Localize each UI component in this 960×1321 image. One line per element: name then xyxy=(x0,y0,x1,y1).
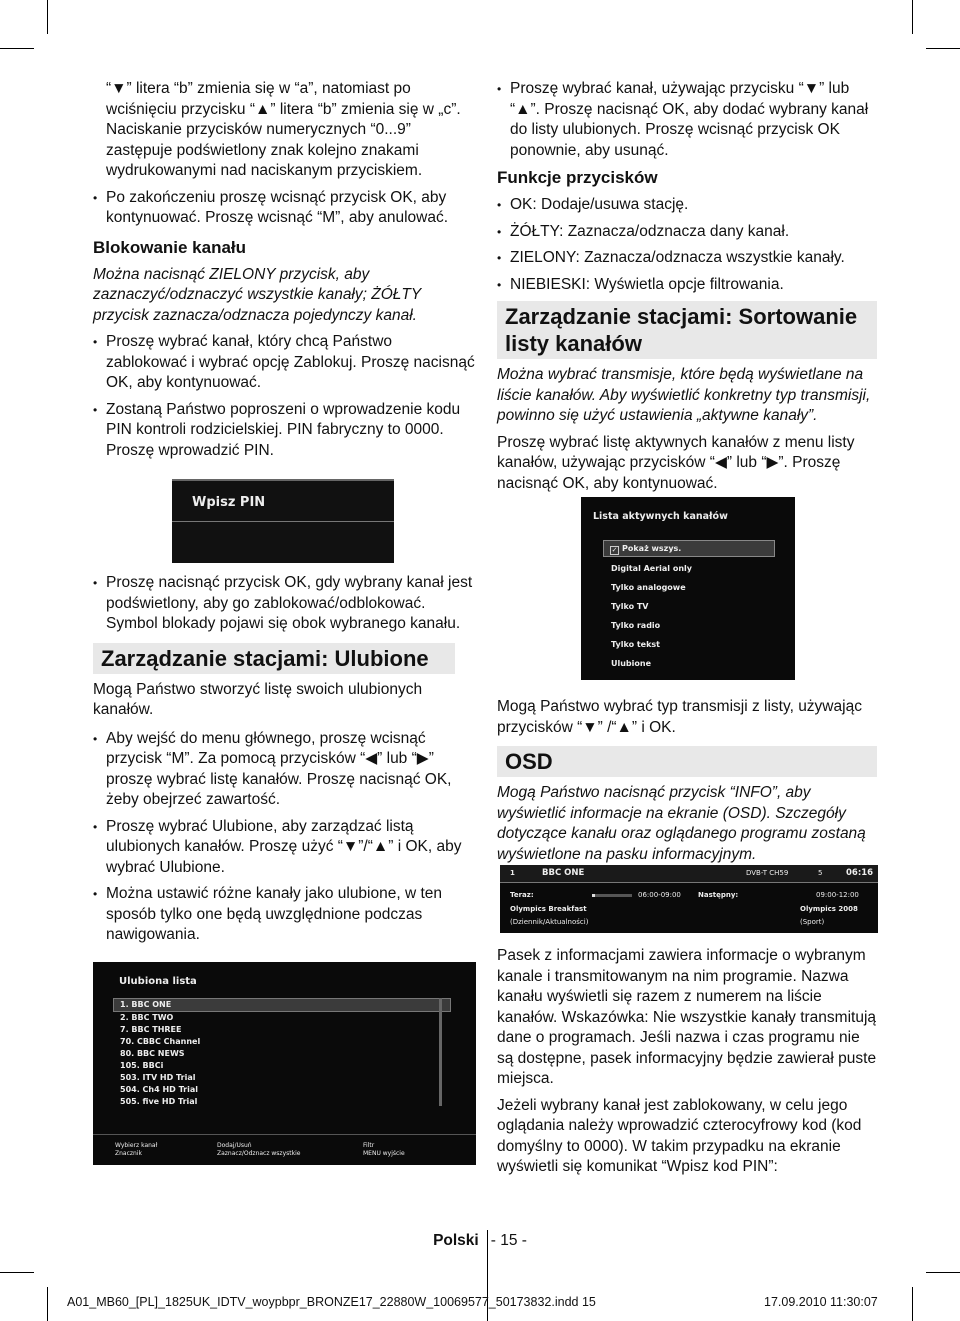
page-number-line xyxy=(0,1232,960,1250)
paragraph: Mogą Państwo nacisnąć przycisk “INFO”, aby wyświetlić informacje na ekranie (OSD). Szczegóły dotyczące kanału oraz oglądanego programu zostaną wyświetlone na pasku informacyjnym. xyxy=(497,784,866,863)
channel-number: 1 xyxy=(510,869,515,877)
section-heading: Zarządzanie stacjami: Ulubione xyxy=(93,643,455,674)
footer-filter xyxy=(363,1142,405,1158)
bullet-item: • Po zakończeniu proszę wcisnąć przycisk OK, aby kontynuować. Proszę wcisnąć “M”, aby anulować. xyxy=(93,188,476,229)
section-heading: Blokowanie kanału xyxy=(93,237,247,257)
paragraph: Mogą Państwo stworzyć listę swoich ulubionych kanałów. xyxy=(93,680,423,718)
footer-label: Zaznacz/Odznacz wszystkie xyxy=(217,1150,301,1157)
channel-row: 505. five HD Trial xyxy=(120,1097,198,1106)
now-category: (Dziennik/Aktualności) xyxy=(510,918,589,926)
paragraph: Pasek z informacjami zawiera informacje o wybranym kanale i transmitowanym na nim programie. Nazwa kanału wyświetli się razem z numerem na liście kanałów. Wskazówka: Nie wszystkie kanały transmitują dane o programach. Jeśli nazwa i czas programu nie są dostępne, pasek informacyjny będzie zawierał puste miejsca. xyxy=(497,947,877,1087)
channel-list xyxy=(113,998,451,1108)
footer-select xyxy=(115,1142,157,1158)
active-channels-screenshot xyxy=(581,497,795,680)
option-label: Pokaż wszys. xyxy=(622,544,682,553)
bullet-item: • OK: Dodaje/usuwa stację. xyxy=(497,195,879,216)
now-title: Olympics Breakfast xyxy=(510,905,587,913)
print-date: 17.09.2010 11:30:07 xyxy=(764,1295,878,1309)
screen-title: Ulubiona lista xyxy=(119,976,197,987)
footer-label: Wybierz kanał xyxy=(115,1142,158,1149)
next-title: Olympics 2008 xyxy=(800,905,858,913)
option-item: Digital Aerial only xyxy=(611,564,692,573)
option-item: Ulubione xyxy=(611,659,652,668)
crop-mark xyxy=(47,0,48,34)
file-name: A01_MB60_[PL]_1825UK_IDTV_woypbpr_BRONZE17_22880W_10069577_50173832.indd 15 xyxy=(67,1295,596,1309)
option-item xyxy=(603,540,775,557)
bullet-item: • Zostaną Państwo poproszeni o wprowadzenie kodu PIN kontroli rodzicielskiej. PIN fabryczny to 0000. Proszę wprowadzić PIN. xyxy=(93,400,476,462)
progress-fill xyxy=(592,894,595,897)
crop-mark xyxy=(912,0,913,34)
bullet-item: • Można ustawić różne kanały jako ulubione, w ten sposób tylko one będą uwzględnione podczas nawigowania. xyxy=(93,884,476,946)
screen-footer xyxy=(93,1134,476,1165)
next-label: Następny: xyxy=(698,891,739,899)
screen-title: Lista aktywnych kanałów xyxy=(593,511,728,522)
footer-label: Filtr xyxy=(363,1142,375,1149)
bullet-item: • Aby wejść do menu głównego, proszę wcisnąć przycisk “M”. Za pomocą przycisków “◀” lub “▶” proszę wybrać listę kanałów. Proszę nacisnąć OK, żeby obejrzeć zawartość. xyxy=(93,729,476,811)
pin-screenshot xyxy=(172,479,394,563)
osd-top-bar xyxy=(500,865,878,883)
section-heading: OSD xyxy=(497,746,877,777)
channel-row: 70. CBBC Channel xyxy=(120,1037,201,1046)
channel-row: 1. BBC ONE xyxy=(113,998,451,1012)
left-column-top xyxy=(93,79,476,461)
section-heading: Zarządzanie stacjami: Sortowanie listy kanałów xyxy=(497,301,877,359)
section-heading: Funkcje przycisków xyxy=(497,168,658,187)
crop-mark xyxy=(926,1272,960,1273)
pin-title-underline xyxy=(172,521,394,522)
checkbox-icon: ✓ xyxy=(611,546,618,554)
now-time: 06:00-09:00 xyxy=(638,891,681,899)
next-time: 09:00-12:00 xyxy=(816,891,859,899)
paragraph: Proszę wybrać listę aktywnych kanałów z menu listy kanałów, używając przycisków “◀” lub “▶”. Proszę nacisnąć OK, aby kontynuować. xyxy=(497,433,855,492)
footer-label: Dodaj/Usuń xyxy=(217,1142,252,1149)
channel-row: 80. BBC NEWS xyxy=(120,1049,185,1058)
footer-add xyxy=(217,1142,300,1158)
bullet-item: • Proszę wybrać kanał, używając przycisku “▼” lub “▲”. Proszę nacisnąć OK, aby dodać wybrany kanał do listy ulubionych. Proszę wcisnąć przycisk OK ponownie, aby usunąć. xyxy=(497,79,879,161)
channel-row: 503. ITV HD Trial xyxy=(120,1073,196,1082)
clock: 06:16 xyxy=(846,868,874,878)
footer-label: Znacznik xyxy=(115,1150,142,1157)
scrollbar xyxy=(439,998,442,1106)
pin-dialog-title: Wpisz PIN xyxy=(192,495,266,510)
paragraph: Można nacisnąć ZIELONY przycisk, aby zaznaczyć/odznaczyć wszystkie kanały; ŻÓŁTY przycisk zaznacza/odznacza pojedynczy kanał. xyxy=(93,265,421,324)
bullet-item: • ZIELONY: Zaznacza/odznacza wszystkie kanały. xyxy=(497,248,879,269)
right-column-bottom xyxy=(497,946,879,1178)
bullet-item: • NIEBIESKI: Wyświetla opcje filtrowania. xyxy=(497,275,879,296)
paragraph: Mogą Państwo wybrać typ transmisji z listy, używając przycisków “▼” /“▲” i OK. xyxy=(497,698,862,736)
channel-row: 7. BBC THREE xyxy=(120,1025,182,1034)
right-column-top xyxy=(497,79,879,494)
option-item: Tylko analogowe xyxy=(611,583,686,592)
channel-row: 504. Ch4 HD Trial xyxy=(120,1085,198,1094)
paragraph: “▼” litera “b” zmienia się w “a”, natomiast po wciśnięciu przycisku “▲” litera “b” zmienia się w „c”. Naciskanie przycisków numerycznych “0...9” zastępuje podświetlony znak kolejno znakami wydrukowanymi nad naciskanym przyciskiem. xyxy=(106,80,461,179)
page-number: - 15 - xyxy=(490,1232,527,1249)
crop-mark xyxy=(912,1287,913,1321)
crop-mark xyxy=(47,1287,48,1321)
progress-bar xyxy=(592,894,632,897)
option-list xyxy=(603,540,775,673)
crop-mark xyxy=(0,1272,34,1273)
paragraph: Jeżeli wybrany kanał jest zablokowany, w celu jego oglądania należy wprowadzić czterocyfrowy kod (kod domyślny to 0000). W takim przypadku na ekranie wyświetli się komunikat “Wpisz kod PIN”: xyxy=(497,1096,862,1175)
bullet-item: • Proszę wybrać kanał, który chcą Państwo zablokować i wybrać opcję Zablokuj. Proszę nacisnąć OK, aby kontynuować. xyxy=(93,332,476,394)
bullet-item: • Proszę nacisnąć przycisk OK, gdy wybrany kanał jest podświetlony, aby go zablokować/odblokować. Symbol blokady pojawi się obok wybranego kanału. xyxy=(93,573,476,635)
option-item: Tylko TV xyxy=(611,602,649,611)
language-label: Polski xyxy=(433,1232,479,1249)
s-number: 5 xyxy=(818,869,823,877)
paragraph: Można wybrać transmisje, które będą wyświetlane na liście kanałów. Aby wyświetlić konkretny typ transmisji, powinno się użyć ustawienia „aktywne kanały”. xyxy=(497,366,871,424)
left-column-bottom xyxy=(93,573,476,946)
channel-row: 2. BBC TWO xyxy=(120,1013,174,1022)
channel-row: 105. BBCi xyxy=(120,1061,164,1070)
crop-mark xyxy=(0,48,34,49)
footer-label: MENU wyjście xyxy=(363,1150,405,1157)
option-item: Tylko radio xyxy=(611,621,661,630)
bullet-item: • Proszę wybrać Ulubione, aby zarządzać listą ulubionych kanałów. Proszę użyć “▼”/“▲” i OK, aby wybrać Ulubione. xyxy=(93,817,476,879)
crop-mark xyxy=(926,48,960,49)
signal-info: DVB-T CH59 xyxy=(746,869,789,877)
bullet-item: • ŻÓŁTY: Zaznacza/odznacza dany kanał. xyxy=(497,222,879,243)
favourites-screenshot xyxy=(93,962,476,1165)
next-category: (Sport) xyxy=(800,918,825,926)
now-label: Teraz: xyxy=(510,891,534,899)
right-column-middle xyxy=(497,697,879,865)
osd-screenshot xyxy=(500,865,878,933)
channel-name: BBC ONE xyxy=(542,868,585,878)
option-item: Tylko tekst xyxy=(611,640,661,649)
